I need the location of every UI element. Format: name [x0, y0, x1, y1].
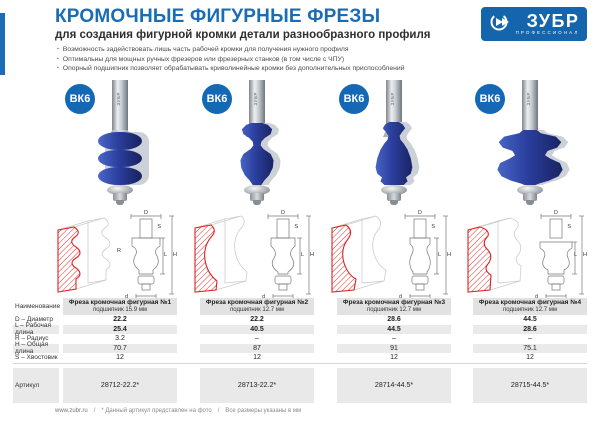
bit-shank [112, 80, 128, 137]
cell-value: 44.5 [523, 316, 537, 324]
cell-value: 12 [116, 354, 124, 362]
cell-value: – [255, 335, 259, 343]
sku-value: 28714-44.5* [337, 368, 451, 403]
bearing-screw [116, 200, 124, 205]
row-label: D – Диаметр [15, 316, 54, 324]
feature-text: Опорный подшипник позволяет обрабатывать криволинейные кромки без дополнительных приспособлений [62, 65, 405, 72]
website-link[interactable]: www.zubr.ru [55, 408, 88, 414]
list-item [57, 64, 477, 74]
vk6-badge: ВК6 [475, 84, 505, 114]
dim-label-H: H [310, 252, 314, 258]
cell-value: 3.2 [115, 335, 125, 343]
dimension-diagram [117, 212, 175, 300]
feature-text: Оптимальны для мощных ручных фрезеров или фрезерных станков (в том числе с ЧПУ) [62, 55, 345, 63]
dim-label-D: D [554, 210, 558, 216]
cell-value: 22.2 [113, 316, 127, 324]
dim-label-S: S [294, 224, 298, 230]
list-item [57, 45, 477, 55]
row-label: S – Хвостовик [15, 354, 58, 362]
footer-separator: / [93, 408, 96, 414]
dim-label-L: L [437, 252, 441, 258]
bearing-screw [253, 200, 261, 205]
product-header: Фреза кромочная фигурная №4 подшипник 12.7 мм [473, 298, 587, 315]
brand-tagline: ПРОФЕССИОНАЛ [515, 30, 580, 35]
cell-value: 12 [253, 354, 261, 362]
dim-label-H: H [583, 252, 587, 258]
zubr-logo-icon [489, 12, 511, 37]
row-label: R – Радиус [15, 335, 49, 343]
cell-value: – [392, 335, 396, 343]
vk6-badge: ВК6 [202, 84, 232, 114]
table-row [13, 322, 587, 337]
bearing-screw [526, 200, 534, 205]
dimension-diagram [391, 212, 449, 300]
dim-label-H: H [173, 252, 177, 258]
row-label: Наименование [15, 303, 61, 310]
vk6-badge: ВК6 [65, 84, 95, 114]
dim-label-S: S [157, 224, 161, 230]
sku-value: 28712-22.2* [63, 368, 177, 403]
sku-value: 28715-44.5* [473, 368, 587, 403]
page-footer [55, 408, 301, 414]
router-bit-photo [239, 123, 275, 185]
list-item [57, 55, 477, 65]
table-header-row [13, 298, 587, 315]
cell-value: 25.4 [63, 325, 177, 335]
shank-brand-text: ЗУБР [526, 92, 531, 106]
dim-label-d: d [125, 294, 129, 300]
dim-label-R: R [117, 248, 121, 254]
product-column [182, 80, 332, 302]
cell-value: 44.5 [337, 325, 451, 335]
shank-brand-text: ЗУБР [253, 92, 258, 106]
bearing-screw [390, 200, 398, 205]
dim-label-D: D [144, 210, 148, 216]
product-column [45, 80, 195, 302]
cell-value: 40.5 [200, 325, 314, 335]
brand-name: ЗУБР [526, 11, 580, 31]
shank-brand-text: ЗУБР [116, 92, 121, 106]
router-bit-photo [98, 132, 142, 185]
zubr-logo [481, 7, 587, 41]
bullet-icon: ▪ [57, 46, 59, 52]
bullet-icon: ▪ [57, 65, 59, 71]
table-row [13, 341, 587, 356]
dim-label-S: S [431, 224, 435, 230]
table-row [13, 334, 587, 344]
product-column [319, 80, 469, 302]
cutter-body [98, 132, 142, 185]
edge-profile-drawing [53, 215, 117, 297]
row-label: Артикул [13, 368, 59, 403]
cell-value: – [528, 335, 532, 343]
footnote-units: Все размеры указаны в мм [225, 408, 302, 414]
accent-bar [0, 13, 5, 75]
router-bit-photo [374, 122, 414, 185]
dimension-diagram [527, 212, 585, 300]
dimension-diagram [254, 212, 312, 300]
dim-label-d: d [535, 294, 539, 300]
dim-label-D: D [418, 210, 422, 216]
dim-label-d: d [399, 294, 403, 300]
dim-label-L: L [573, 252, 577, 258]
product-header: Фреза кромочная фигурная №1 подшипник 15.9 мм [63, 298, 177, 315]
dim-label-L: L [163, 252, 167, 258]
page-title: КРОМОЧНЫЕ ФИГУРНЫЕ ФРЕЗЫ [55, 6, 381, 27]
cell-value: 28.6 [473, 325, 587, 335]
table-row [13, 353, 587, 364]
cell-value: 12 [390, 354, 398, 362]
row-label: H – Общая длина [13, 344, 59, 354]
dim-label-L: L [300, 252, 304, 258]
product-header: Фреза кромочная фигурная №3 подшипник 12.7 мм [337, 298, 451, 315]
shank-brand-text: ЗУБР [390, 92, 395, 106]
edge-profile-drawing [190, 215, 254, 297]
bullet-icon: ▪ [57, 55, 59, 62]
edge-profile-drawing [463, 215, 527, 297]
router-bit-photo [496, 130, 564, 185]
cell-value: 91 [337, 344, 451, 354]
page-subtitle: для создания фигурной кромки детали разнообразного профиля [55, 29, 431, 41]
dim-label-d: d [262, 294, 266, 300]
cell-value: 28.6 [387, 316, 401, 324]
bit-shank [522, 80, 538, 137]
sku-value: 28713-22.2* [200, 368, 314, 403]
table-row [13, 315, 587, 325]
cell-value: 12 [526, 354, 534, 362]
product-column [455, 80, 600, 302]
cell-value: 75.1 [473, 344, 587, 354]
row-label: L – Рабочая длина [13, 325, 59, 335]
feature-list [57, 45, 477, 74]
vk6-badge: ВК6 [339, 84, 369, 114]
sku-row [13, 368, 587, 403]
footnote-sku: * Данный артикул представлен на фото [101, 408, 212, 414]
spec-table [13, 298, 587, 403]
footer-separator: / [217, 408, 220, 414]
cell-value: 87 [200, 344, 314, 354]
edge-profile-drawing [327, 215, 391, 297]
cell-value: 22.2 [250, 316, 264, 324]
dim-label-D: D [281, 210, 285, 216]
feature-text: Возможность задействовать лишь часть рабочей кромки для получения нужного профиля [62, 46, 349, 53]
product-header: Фреза кромочная фигурная №2 подшипник 12.7 мм [200, 298, 314, 315]
dim-label-S: S [567, 224, 571, 230]
dim-label-H: H [447, 252, 451, 258]
cell-value: 70.7 [63, 344, 177, 354]
